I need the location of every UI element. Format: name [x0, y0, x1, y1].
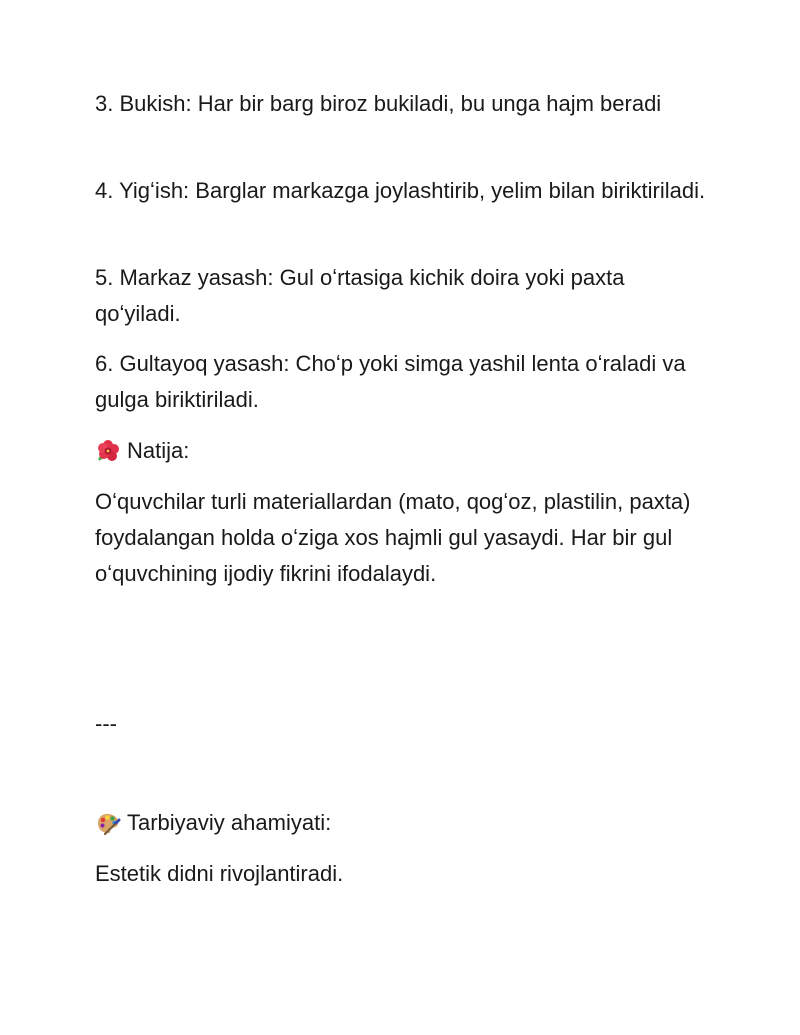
result-paragraph: Oʻquvchilar turli materiallardan (mato, qogʻoz, plastilin, paxta) foydalangan holda oʻziga xos hajmli gul yasaydi. Har bir gul oʻquvchining ijodiy fikrini ifodalaydi. — [95, 489, 691, 586]
result-heading-text: Natija: — [127, 438, 190, 463]
step-6-paragraph: 6. Gultayoq yasash: Choʻp yoki simga yashil lenta oʻraladi va gulga biriktiriladi. — [95, 351, 686, 412]
hibiscus-icon — [95, 438, 121, 464]
result-heading — [95, 433, 715, 469]
palette-icon — [95, 810, 121, 836]
step-3-paragraph: 3. Bukish: Har bir barg biroz bukiladi, bu unga hajm beradi — [95, 91, 662, 116]
separator-line: --- — [95, 711, 117, 736]
education-heading-text: Tarbiyaviy ahamiyati: — [127, 810, 332, 835]
education-paragraph: Estetik didni rivojlantiradi. — [95, 861, 344, 886]
step-4-paragraph: 4. Yigʻish: Barglar markazga joylashtirib, yelim bilan biriktiriladi. — [95, 178, 706, 203]
step-5-paragraph: 5. Markaz yasash: Gul oʻrtasiga kichik doira yoki paxta qoʻyiladi. — [95, 265, 625, 326]
education-heading — [95, 805, 715, 841]
